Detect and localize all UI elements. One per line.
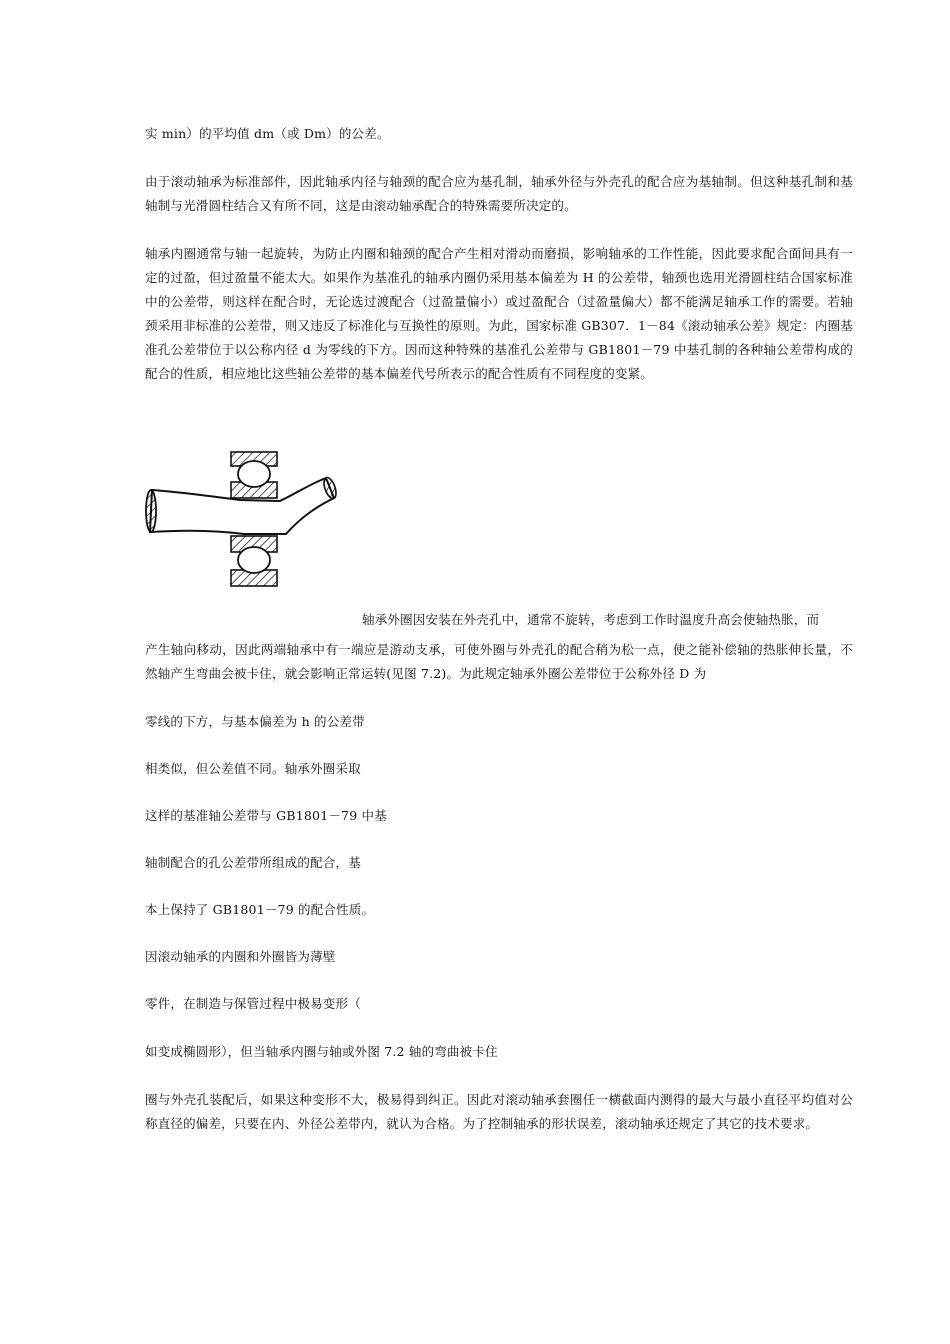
top-ball xyxy=(238,461,270,487)
paragraph-deformation: 圈与外壳孔装配后，如果这种变形不大，极易得到纠正。因此对滚动轴承套圈任一横截面内测得的最大与最小直径平均值对公称直径的偏差，只要在内、外径公差带内，就认为合格。为了控制轴承的形状误差，滚动轴承还规定了其它的技术要求。 xyxy=(145,1092,853,1131)
text-line-1: 零线的下方，与基本偏差为 h 的公差带 xyxy=(145,714,365,729)
text-line-6: 因滚动轴承的内圈和外圈皆为薄壁 xyxy=(145,949,336,964)
text-line-7: 零件，在制造与保管过程中极易变形（ xyxy=(145,996,361,1011)
text-line-4: 轴制配合的孔公差带所组成的配合，基 xyxy=(145,855,361,870)
paragraph-outer-ring-first-line: 轴承外圈因安装在外壳孔中，通常不旋转，考虑到工作时温度升高会使轴热胀，而 xyxy=(362,612,820,627)
bent-shaft-bearing-figure xyxy=(140,446,340,594)
paragraph-continuation: 实 min）的平均值 dm（或 Dm）的公差。 xyxy=(145,126,390,141)
paragraph-outer-ring: 产生轴向移动，因此两端轴承中有一端应是游动支承，可使外圈与外壳孔的配合稍为松一点，使之能补偿轴的热胀伸长量，不然轴产生弯曲会被卡住，就会影响正常运转(见图 7.2)。为此规定轴承外圈公差带位于公称外径 D 为 xyxy=(145,642,853,681)
paragraph-inner-ring: 轴承内圈通常与轴一起旋转，为防止内圈和轴颈的配合产生相对滑动而磨损，影响轴承的工作性能，因此要求配合面间具有一定的过盈，但过盈量不能太大。如果作为基准孔的轴承内圈仍采用基本偏差为 H 的公差带，轴颈也选用光滑圆柱结合国家标准中的公差带，则这样在配合时，无论选过渡配合（过盈量偏小）或过盈配合（过盈量偏大）都不能满足轴承工作的需要。若轴颈采用非标准的公差带，则又违反了标准化与互换性的原则。为此，国家标准 GB307．1－84《滚动轴承公差》规定：内圈基准孔公差带位于以公称内径 d 为零线的下方。因而这种特殊的基准孔公差带与 GB1801－79 中基孔制的各种轴公差带构成的配合的性质，相应地比这些轴公差带的基本偏差代号所表示的配合性质有不同程度的变紧。 xyxy=(145,246,853,381)
bent-shaft-bearing-icon xyxy=(140,446,340,594)
bottom-ball xyxy=(238,547,270,573)
text-line-3: 这样的基准轴公差带与 GB1801－79 中基 xyxy=(145,808,387,823)
text-line-2: 相类似，但公差值不同。轴承外圈采取 xyxy=(145,761,361,776)
paragraph-bearing-standard: 由于滚动轴承为标准部件，因此轴承内径与轴颈的配合应为基孔制，轴承外径与外壳孔的配合应为基轴制。但这种基孔制和基轴制与光滑圆柱结合又有所不同，这是由滚动轴承配合的特殊需要所决定的。 xyxy=(145,174,853,213)
text-line-8: 如变成椭圆形），但当轴承内圈与轴或外图 7.2 轴的弯曲被卡住 xyxy=(145,1044,498,1059)
text-line-5: 本上保持了 GB1801－79 的配合性质。 xyxy=(145,902,375,917)
shaft-left-end xyxy=(146,490,156,532)
